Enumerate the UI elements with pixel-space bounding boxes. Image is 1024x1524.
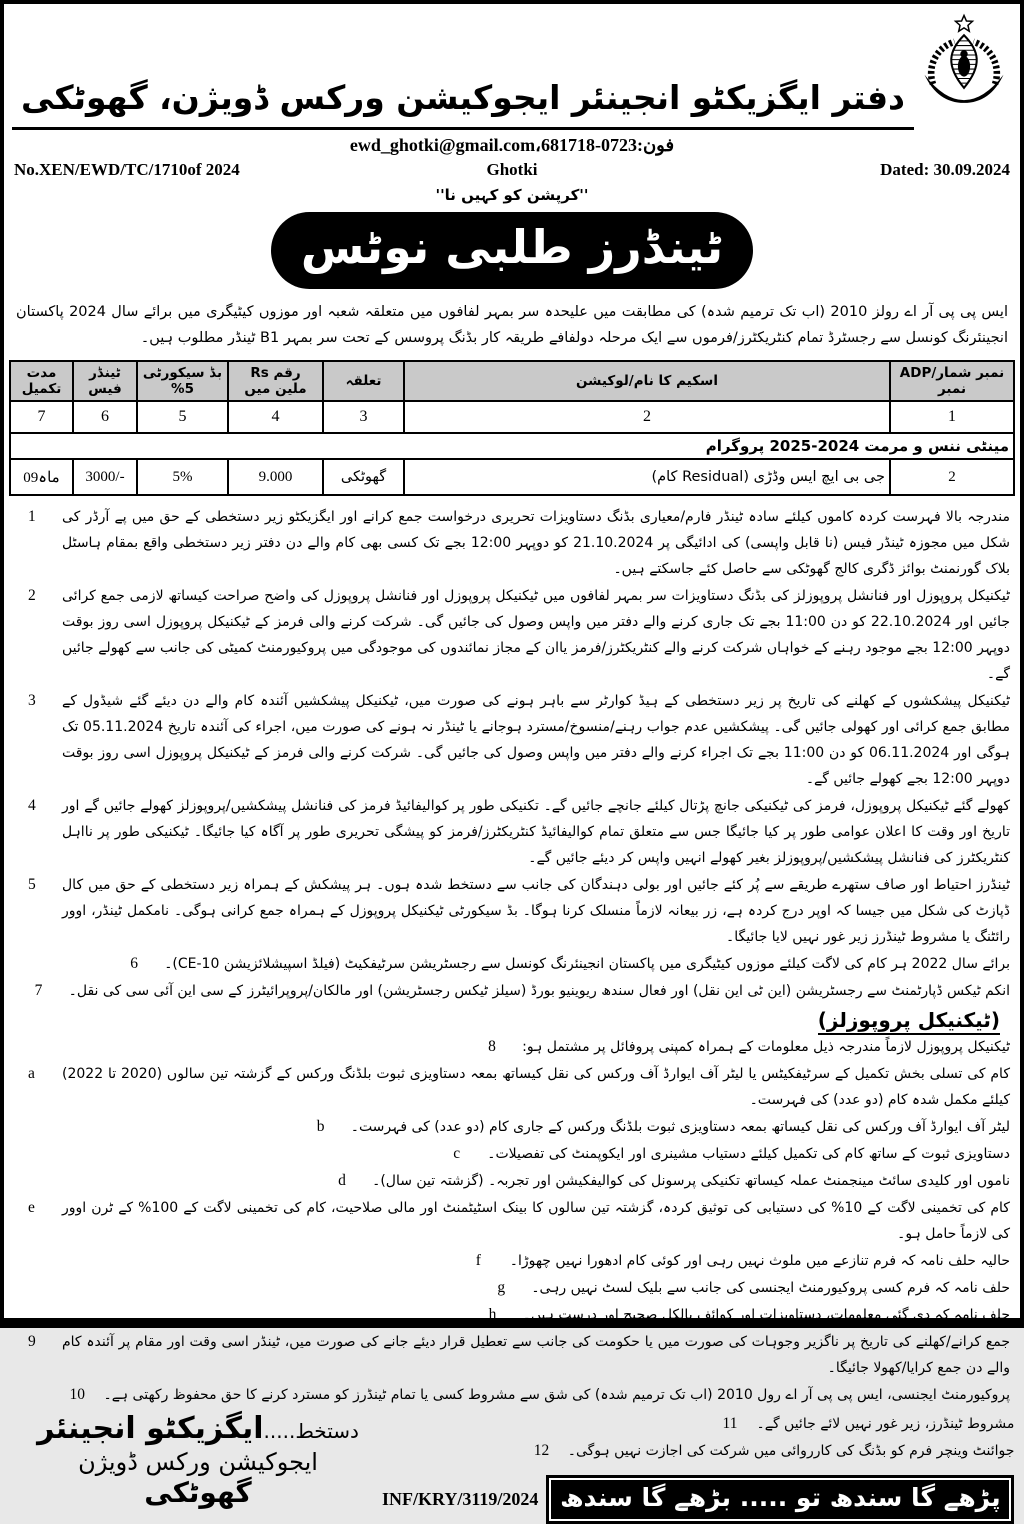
col-number: 5 <box>137 401 228 433</box>
col-header-amount: رقم Rs ملین میں <box>228 361 323 401</box>
table-header-row <box>10 361 1014 401</box>
sub-condition-text: حالیہ حلف نامہ کہ فرم تنازعے میں ملوث نہیں رہی اور کوئی کام ادھورا نہیں چھوڑا۔ <box>509 1253 1010 1270</box>
condition-text: ٹیکنیکل پروپوزل لازماً مندرجہ ذیل معلومات کے ہمراہ کمپنی پروفائل پر مشتمل ہو: <box>522 1039 1010 1056</box>
condition-number: 2 <box>28 587 36 605</box>
signature-line <box>14 1411 382 1446</box>
sub-condition-item <box>14 1114 1010 1140</box>
col-header-bid-security: بڈ سیکورٹی 5% <box>137 361 228 401</box>
sub-condition-letter: f <box>475 1252 481 1270</box>
col-number: 3 <box>323 401 404 433</box>
date-label: Dated: 30.09.2024 <box>880 160 1010 179</box>
condition-text: مندرجہ بالا فہرست کردہ کاموں کیلئے سادہ ٹینڈر فارم/معیاری بڈنگ دستاویزات تحریری درخواست جمع کرانے اور ایگزیکٹو زیر دستخطی کے حق میں پے آرڈر کی شکل میں مجوزہ ٹینڈر فیس (نا قابل واپسی) کی ادائیگی پر 21.10.2024 کو دوپہر 12:00 بجے تک کسی بھی کام والے دن دفتر زیر دستخطی واقع بمقام ہاسٹل بلاک گورنمنٹ بوائز ڈگری کالج گھوٹکی سے حاصل کئے جاسکتے ہیں۔ <box>62 509 1010 578</box>
sub-condition-item <box>14 1141 1010 1167</box>
col-number: 6 <box>73 401 137 433</box>
sub-condition-item <box>14 1061 1010 1113</box>
condition-number: 1 <box>28 508 36 526</box>
condition-item <box>14 688 1010 792</box>
sub-condition-item <box>14 1195 1010 1247</box>
condition-number: 9 <box>28 1333 36 1351</box>
notice-title-box <box>271 212 753 289</box>
condition-text: ٹیکنیکل پروپوزل اور فنانشل پروپوزلز کی بڈنگ دستاویزات سر بمہر لفافوں میں ٹیکنیکل پروپوزل اور فنانشل پروپوزل کی واضح صراحت کیساتھ لازمی جمع کرائی جائیں اور 22.10.2024 کو دن 11:00 بجے تک جاری کرنے والے دفتر میں واپس وصول کی جائیں گی۔ شرکت کرنے والی فرمز کے ٹیکنیکل پروپوزل اسی روز بوقت دوپہر 12:00 بجے موجود رہنے کے خواہاں شرکت کرنے والے کنٹریکٹرز/فرمز یاان کے مجاز نمائندوں کی موجودگی میں پروکیورمنٹ کمیٹی کی جانب سے کھولے جائیں گے۔ <box>62 588 1010 683</box>
condition-text: جوائنٹ وینچر فرم کو بڈنگ کی کارروائی میں شرکت کی اجازت نہیں ہوگی۔ <box>567 1443 1015 1460</box>
condition-item <box>14 1329 1010 1381</box>
condition-item <box>14 583 1010 687</box>
sub-condition-letter: a <box>28 1065 35 1083</box>
footer-row <box>382 1475 1014 1524</box>
col-header-scheme: اسکیم کا نام/لوکیشن <box>404 361 890 401</box>
col-header-tender-fee: ٹینڈر فیس <box>73 361 137 401</box>
notice-title: ٹینڈرز طلبی نوٹس <box>300 220 724 274</box>
signature-label: دستخط <box>295 1419 359 1444</box>
conditions-list <box>4 500 1020 1408</box>
technical-proposals-heading: (ٹیکنیکل پروپوزلز) <box>14 1005 1010 1034</box>
col-header-completion: مدت تکمیل <box>10 361 73 401</box>
sub-condition-text: لیٹر آف ایوارڈ آف ورکس کی نقل کیساتھ بمعہ دستاویزی ثبوت بلڈنگ ورکس کے جاری کام (دو عدد) کی فہرست۔ <box>350 1119 1010 1136</box>
condition-item <box>382 1438 1014 1464</box>
cell-tender-fee: 3000/- <box>73 459 137 495</box>
intro-paragraph: ایس پی پی آر اے رولز 2010 (اب تک ترمیم شدہ) کی مطابقت میں علیحدہ سر بمہر لفافوں میں متعلقہ شعبہ اور موزوں کیٹیگری میں برائے سال 2024 پاکستان انجینئرنگ کونسل سے رجسٹرڈ تمام کنٹریکٹرز/فرموں سے ایک مرحلہ دولفافے طریقہ کار بڈنگ پروسس کے تحت سر بمہر B1 ٹینڈر مطلوب ہیں۔ <box>16 303 1008 347</box>
tender-table <box>9 360 1015 496</box>
sindh-slogan-box <box>546 1475 1014 1524</box>
col-header-sno: نمبر شمار/ADP نمبر <box>890 361 1014 401</box>
sub-condition-item <box>14 1168 1010 1194</box>
condition-number: 6 <box>130 955 138 973</box>
bottom-right-column <box>382 1411 1014 1524</box>
info-row <box>4 158 1020 180</box>
sub-condition-text: کام کی تخمینی لاگت کے 10% کی دستیابی کی توثیق کردہ، گزشتہ تین سالوں کا بینک اسٹیٹمنٹ اور مالی صلاحیت، کام کی تخمینی لاگت کے 100% کے ٹرن اوور کی لازماً حامل ہو۔ <box>62 1200 1010 1243</box>
condition-item <box>14 1034 1010 1060</box>
condition-text: پروکیورمنٹ ایجنسی، ایس پی پی آر اے رول 2010 (اب تک ترمیم شدہ) کی شق سے مشروط کسی یا تمام ٹینڈرز کو مسترد کرنے کا حق محفوظ رکھتی ہے۔ <box>103 1387 1010 1404</box>
sindh-government-emblem-icon <box>917 14 1011 130</box>
condition-item <box>382 1411 1014 1437</box>
sub-condition-text: کام کی تسلی بخش تکمیل کے سرٹیفکیٹس یا لیٹر آف ایوارڈ آف ورکس کی نقل کیساتھ بمعہ دستاویزی ثبوت بلڈنگ ورکس کے گزشتہ تین سالوں (2020 تا 2022) کیلئے مکمل شدہ کام (دو عدد) کی فہرست۔ <box>62 1066 1010 1109</box>
cell-taluka: گھوٹکی <box>323 459 404 495</box>
condition-item <box>14 951 1010 977</box>
condition-text: ٹیکنیکل پیشکشوں کے کھلنے کی تاریخ پر زیر دستخطی کے ہیڈ کوارٹر سے باہر ہونے کی صورت میں، ٹیکنیکل پیشکشیں آئندہ کام والے دن دیئے گئے شیڈول کے مطابق جمع کرائی اور کھولی جائیں گی۔ پیشکشیں عدم جواب رہنے/منسوخ/مسترد ہوجانے یا ٹینڈر نہ ہونے کی صورت میں، اجراء کی آئندہ تاریخ 05.11.2024 تک ہوگی اور 06.11.2024 کو دن 11:00 بجے تک اجراء کرنے والے دفتر میں واپس وصول کی جائیں گی۔ شرکت کرنے والی فرمز کے ٹیکنیکل پروپوزل اسی روز بوقت دوپہر 12:00 بجے کھولے جائیں گے۔ <box>62 693 1010 788</box>
sub-condition-letter: g <box>497 1279 506 1297</box>
sub-condition-letter: c <box>453 1145 461 1163</box>
condition-text: ٹینڈرز احتیاط اور صاف ستھرے طریقے سے پُر کئے جائیں اور بولی دہندگان کی جانب سے دستخط شدہ ہوں۔ ہر پیشکش کے ہمراہ زیر دستخطی کے حق میں کال ڈپازٹ کی شکل میں جیسا کہ اوپر درج کردہ ہے، زر بیعانہ لازماً منسلک کرنا ہوگا۔ بڈ سیکورٹی ٹیکنیکل پروپوزل کے ہمراہ جمع کرانی ہوگی۔ نامکمل ٹینڈر، اوور رائٹنگ یا مشروط ٹینڈرز زیر غور نہیں لایا جائیگا۔ <box>62 877 1010 946</box>
condition-number: 3 <box>28 692 36 710</box>
condition-number: 10 <box>69 1386 85 1404</box>
cell-scheme: جی بی ایچ ایس وڈڑی (Residual کام) <box>404 459 890 495</box>
column-number-row <box>10 401 1014 433</box>
contact-line: فون:0723-681718،ewd_ghotki@gmail.com <box>349 135 675 155</box>
title-wrap <box>12 10 914 130</box>
col-header-taluka: تعلقہ <box>323 361 404 401</box>
condition-item <box>14 978 1010 1004</box>
star-icon <box>956 15 973 31</box>
condition-number: 8 <box>488 1038 496 1056</box>
sub-condition-text: حلف نامہ کہ فرم کسی پروکیورمنٹ ایجنسی کی جانب سے بلیک لسٹ نہیں رہی۔ <box>531 1280 1010 1297</box>
program-title: مینٹی ننس و مرمت 2024-2025 پروگرام <box>10 433 1014 459</box>
sub-condition-item <box>14 1302 1010 1328</box>
sub-condition-text: حلف نامہ کہ دی گئی معلومات، دستاویزات اور کوائف بالکل صحیح اور درست ہیں۔ <box>522 1307 1010 1324</box>
condition-text: کھولے گئے ٹیکنیکل پروپوزل، فرمز کی ٹیکنیکی جانچ پڑتال کیلئے جانچے جائیں گے۔ تکنیکی طور پر کوالیفائیڈ فرمز کی فنانشل پیشکشیں/پروپوزلز کھولے جائیں گے اور تاریخ اور وقت کا اعلان عوامی طور پر کیا جائیگا جس سے متعلق تمام کوالیفائیڈ کنٹریکٹرز/فرمز کو پیشگی تحریری طور پر آگاہ کیا جائیگا۔ ٹیکنیکی طور پر نااہل کنٹریکٹرز کی فنانشل پیشکشیں/پروپوزلز بغیر کھولے انہیں واپس کر دیئے جائیں گے۔ <box>62 798 1010 867</box>
condition-number: 7 <box>34 982 43 1000</box>
condition-number: 5 <box>28 876 36 894</box>
signatory-division: ایجوکیشن ورکس ڈویژن <box>78 1448 318 1477</box>
cell-completion: 09ماہ <box>10 459 73 495</box>
logo-wrap <box>914 10 1014 130</box>
signature-dots: ..... <box>263 1419 296 1444</box>
condition-text: انکم ٹیکس ڈپارٹمنٹ سے رجسٹریشن (این ٹی این نقل) اور فعال سندھ ریوینیو بورڈ (سیلز ٹیکس رجسٹریشن) اور مالکان/پروپرائیٹرز کے سی این آئی سی کی نقل۔ <box>68 983 1010 1000</box>
condition-item <box>14 793 1010 871</box>
header <box>4 4 1020 130</box>
sub-condition-text: ناموں اور کلیدی سائٹ مینجمنٹ عملہ کیساتھ تکنیکی پرسونل کی کوالیفکیشن اور تجربہ۔ (گزشتہ تین سال)۔ <box>372 1173 1010 1190</box>
program-row <box>10 433 1014 459</box>
condition-text: جمع کرانے/کھلنے کی تاریخ پر ناگزیر وجوہات کی صورت میں یا حکومت کی جانب سے تعطیل قرار دیئے جانے کی صورت میں، ٹینڈر اسی وقت اور مقام پر آئندہ کام والے دن جمع کرایا/کھولا جائیگا۔ <box>62 1334 1010 1377</box>
col-number: 7 <box>10 401 73 433</box>
signatory-title: ایگزیکٹو انجینئر <box>37 1411 264 1447</box>
bottom-section <box>4 1409 1020 1524</box>
condition-item <box>14 872 1010 950</box>
cell-amount: 9.000 <box>228 459 323 495</box>
condition-number: 12 <box>533 1442 550 1460</box>
condition-text: برائے سال 2022 ہر کام کی لاگت کیلئے موزوں کیٹیگری میں پاکستان انجینئرنگ کونسل سے رجسٹریشن سرٹیفکیٹ (فیلڈ اسپیشلائزیشن CE-10)۔ <box>164 956 1010 973</box>
condition-number: 11 <box>722 1415 738 1433</box>
condition-text: مشروط ٹینڈرز، زیر غور نہیں لائے جائیں گے۔ <box>756 1416 1015 1433</box>
condition-item <box>14 1382 1010 1408</box>
condition-item <box>14 504 1010 582</box>
signatory-city: گھوٹکی <box>144 1476 252 1510</box>
anti-corruption-slogan: ''کرپشن کو کہیں نا'' <box>435 186 589 204</box>
col-number: 4 <box>228 401 323 433</box>
sub-condition-text: دستاویزی ثبوت کے ساتھ کام کی تکمیل کیلئے دستیاب مشینری اور ایکوپمنٹ کی تفصیلات۔ <box>487 1146 1010 1163</box>
cell-sno: 2 <box>890 459 1014 495</box>
cell-bid-security: 5% <box>137 459 228 495</box>
col-number: 2 <box>404 401 890 433</box>
table-row <box>10 459 1014 495</box>
city-label: Ghotki <box>486 160 538 179</box>
page-title: دفتر ایگزیکٹو انجینئر ایجوکیشن ورکس ڈویژن، گھوٹکی <box>21 78 905 118</box>
signature-block <box>14 1411 382 1509</box>
sub-condition-letter: e <box>28 1199 35 1217</box>
reference-number: No.XEN/EWD/TC/1710of 2024 <box>14 160 240 179</box>
sindh-slogan-text: پڑھے گا سندھ تو ..... بڑھے گا سندھ <box>549 1478 1011 1521</box>
inf-reference-number: INF/KRY/3119/2024 <box>382 1489 539 1510</box>
sub-condition-letter: d <box>338 1172 346 1190</box>
sub-condition-letter: h <box>488 1306 497 1324</box>
sub-condition-letter: b <box>316 1118 325 1136</box>
sub-condition-item <box>14 1275 1010 1301</box>
col-number: 1 <box>890 401 1014 433</box>
condition-number: 4 <box>28 797 36 815</box>
sub-condition-item <box>14 1248 1010 1274</box>
